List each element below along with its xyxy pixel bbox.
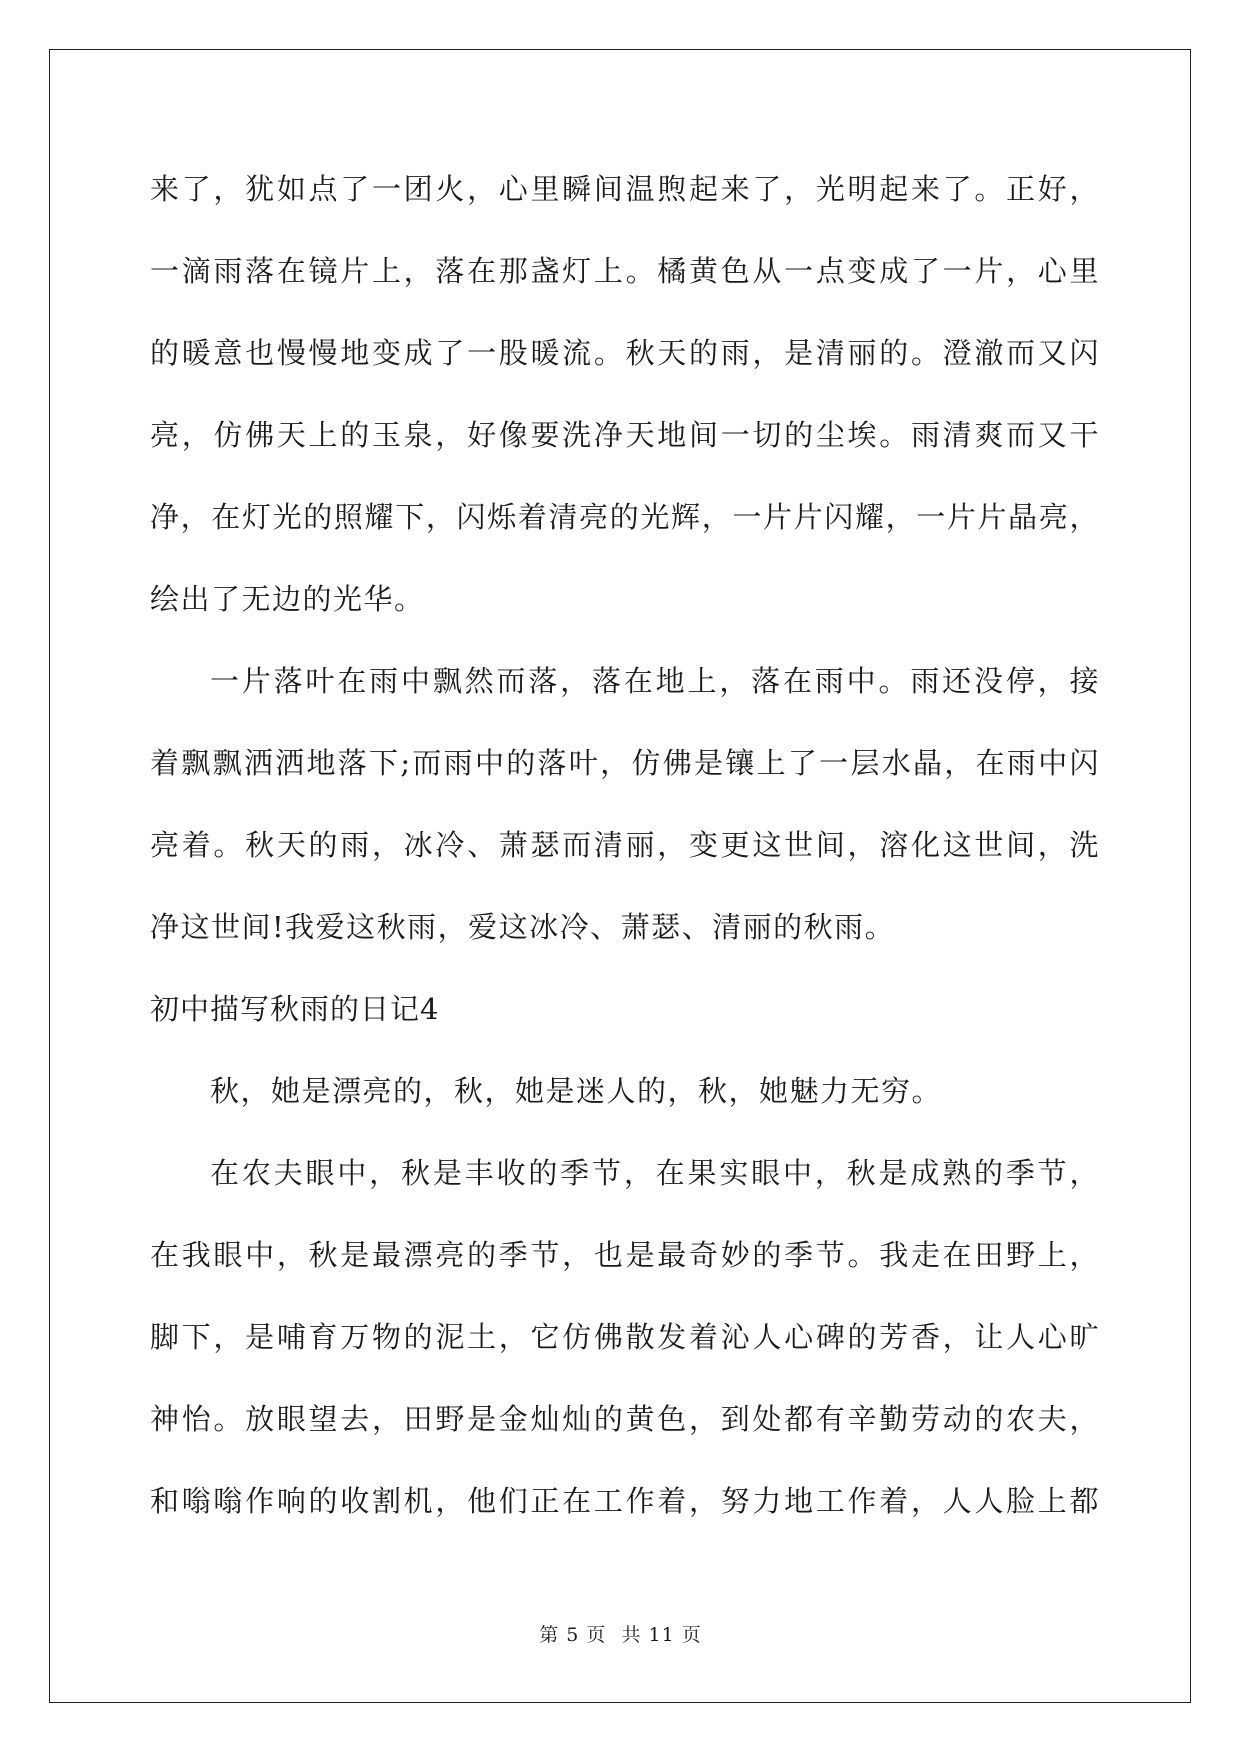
- section-heading: 初中描写秋雨的日记4: [150, 992, 440, 1026]
- text-line: 净这世间!我爱这秋雨，爱这冰冷、萧瑟、清丽的秋雨。: [150, 910, 896, 944]
- text-line: 在农夫眼中，秋是丰收的季节，在果实眼中，秋是成熟的季节，: [210, 1156, 1100, 1190]
- text-line: 脚下，是哺育万物的泥土，它仿佛散发着沁人心碑的芳香，让人心旷: [150, 1320, 1100, 1354]
- text-line: 在我眼中，秋是最漂亮的季节，也是最奇妙的季节。我走在田野上，: [150, 1238, 1100, 1272]
- page-number: 第 5 页: [539, 1624, 607, 1646]
- text-line: 亮着。秋天的雨，冰冷、萧瑟而清丽，变更这世间，溶化这世间，洗: [150, 828, 1100, 862]
- text-line: 一滴雨落在镜片上，落在那盏灯上。橘黄色从一点变成了一片，心里: [150, 254, 1100, 288]
- text-line: 着飘飘洒洒地落下;而雨中的落叶，仿佛是镶上了一层水晶，在雨中闪: [150, 746, 1100, 780]
- text-line: 和嗡嗡作响的收割机，他们正在工作着，努力地工作着，人人脸上都: [150, 1484, 1100, 1518]
- page-footer: [0, 1620, 1241, 1647]
- page-total: 共 11 页: [621, 1624, 702, 1646]
- document-body: [150, 148, 1100, 1542]
- text-line: 净，在灯光的照耀下，闪烁着清亮的光辉，一片片闪耀，一片片晶亮，: [150, 500, 1100, 534]
- text-line: 亮，仿佛天上的玉泉，好像要洗净天地间一切的尘埃。雨清爽而又干: [150, 418, 1100, 452]
- text-line: 的暖意也慢慢地变成了一股暖流。秋天的雨，是清丽的。澄澈而又闪: [150, 336, 1100, 370]
- text-line: 来了，犹如点了一团火，心里瞬间温煦起来了，光明起来了。正好，: [150, 172, 1100, 206]
- text-line: 秋，她是漂亮的，秋，她是迷人的，秋，她魅力无穷。: [210, 1074, 943, 1108]
- text-line: 绘出了无边的光华。: [150, 582, 425, 616]
- text-line: 神怡。放眼望去，田野是金灿灿的黄色，到处都有辛勤劳动的农夫，: [150, 1402, 1100, 1436]
- text-line: 一片落叶在雨中飘然而落，落在地上，落在雨中。雨还没停，接: [210, 664, 1100, 698]
